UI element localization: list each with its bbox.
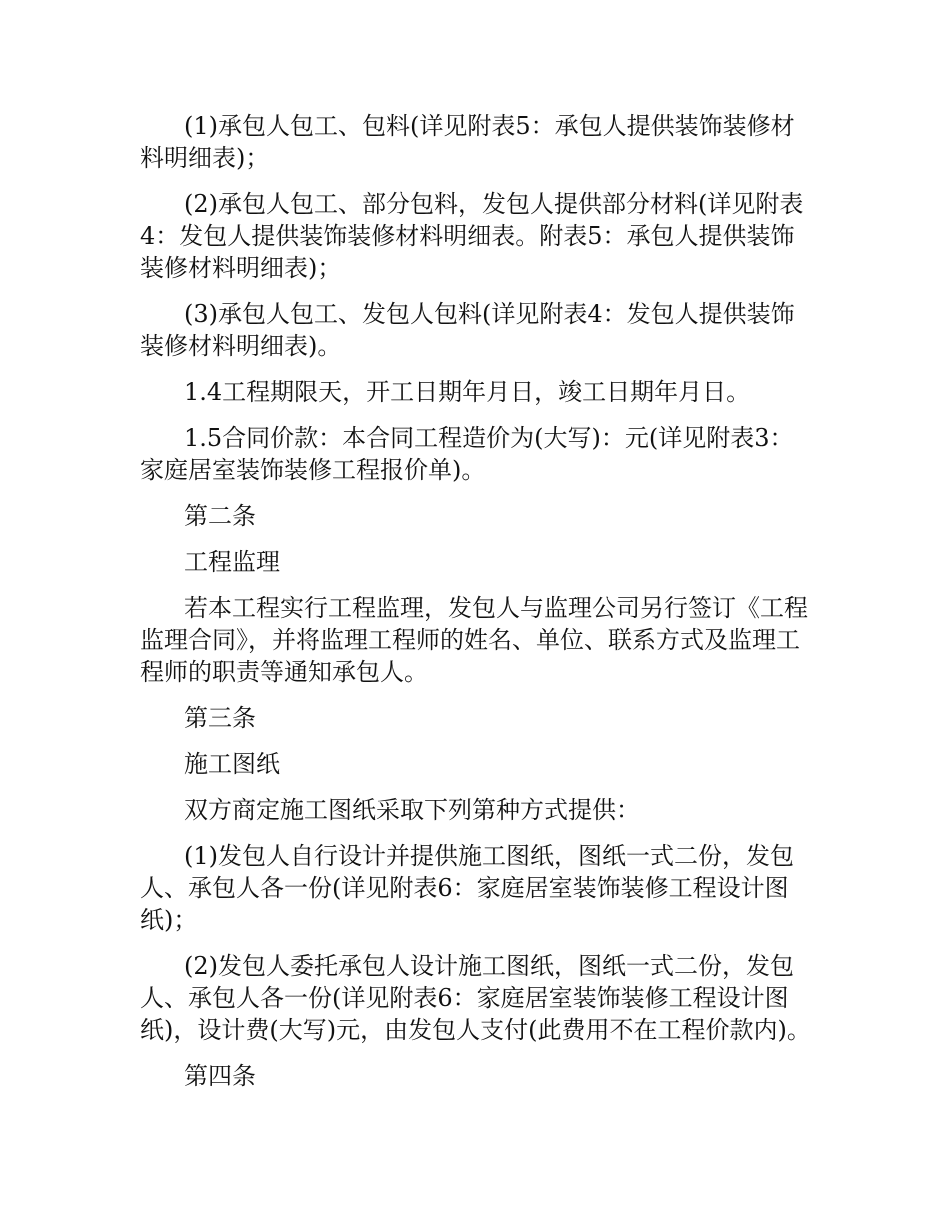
paragraph-project-period: 1.4工程期限天，开工日期年月日，竣工日期年月日。 [184, 378, 751, 406]
paragraph-contract-method-2: (2)承包人包工、部分包料，发包人提供部分材料(详见附表4：发包人提供装饰装修材料明细表。附表5：承包人提供装饰装修材料明细表)； [140, 190, 804, 282]
paragraph-drawings-option-2: (2)发包人委托承包人设计施工图纸，图纸一式二份，发包人、承包人各一份(详见附表6：家庭居室装饰装修工程设计图纸)，设计费(大写)元，由发包人支付(此费用不在工程价款内)。 [140, 952, 811, 1044]
article-heading-3: 第三条 [184, 704, 256, 732]
document-body [140, 110, 816, 1106]
paragraph-contract-price: 1.5合同价款：本合同工程造价为(大写)：元(详见附表3：家庭居室装饰装修工程报价单)。 [140, 424, 794, 484]
article-title-drawings: 施工图纸 [184, 750, 280, 778]
paragraph-contract-method-3: (3)承包人包工、发包人包料(详见附表4：发包人提供装饰装修材料明细表)。 [140, 300, 795, 360]
article-heading-2: 第二条 [184, 502, 256, 530]
article-heading-4: 第四条 [184, 1062, 256, 1090]
paragraph-drawings-option-1: (1)发包人自行设计并提供施工图纸，图纸一式二份，发包人、承包人各一份(详见附表6：家庭居室装饰装修工程设计图纸)； [140, 842, 794, 934]
article-title-supervision: 工程监理 [184, 548, 280, 576]
paragraph-supervision: 若本工程实行工程监理，发包人与监理公司另行签订《工程监理合同》，并将监理工程师的姓名、单位、联系方式及监理工程师的职责等通知承包人。 [140, 594, 808, 686]
paragraph-drawings-intro: 双方商定施工图纸采取下列第种方式提供： [184, 796, 640, 824]
paragraph-contract-method-1: (1)承包人包工、包料(详见附表5：承包人提供装饰装修材料明细表)； [140, 112, 795, 172]
